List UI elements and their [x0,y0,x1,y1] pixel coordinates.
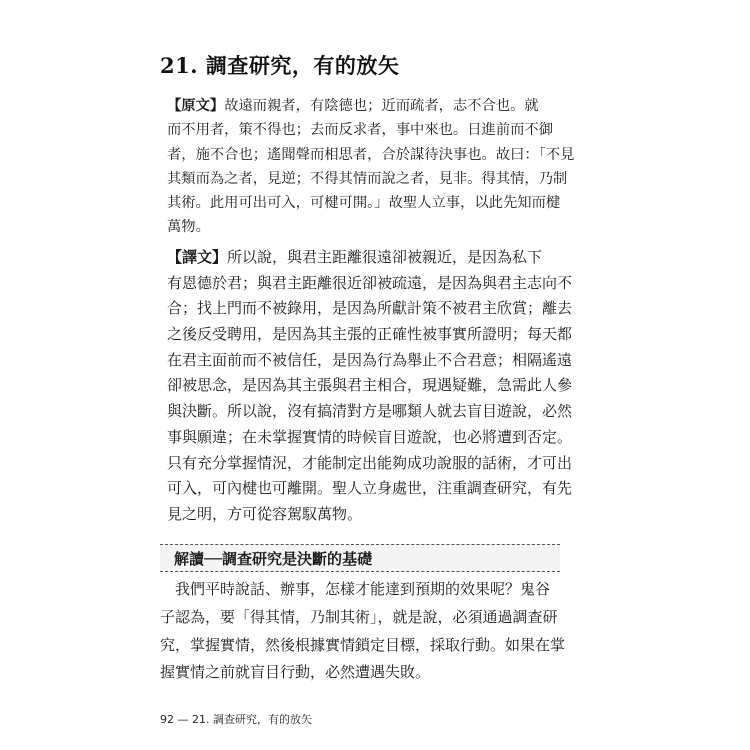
translation-tag: 【譯文】 [167,248,228,266]
interpretation-header-label: 解讀──調查研究是決斷的基礎 [174,550,373,568]
translation-line: 與決斷。所以說，沒有搞清對方是哪類人就去盲目遊說，必然 [167,402,573,421]
translation-line: 只有充分掌握情況，才能制定出能夠成功說服的話術，才可出 [167,453,573,472]
translation-section [167,245,573,528]
original-tag: 【原文】 [167,98,225,114]
original-line: 而不用者，策不得也；去而反求者，事中來也。日進前而不御 [167,122,554,139]
translation-line: 可入，可內楗也可離開。聖人立身處世，注重調查研究，有先 [167,479,573,498]
interpretation-header [160,544,560,572]
translation-line: 之後反受聘用，是因為其主張的正確性被事實所證明；每天都 [167,325,573,344]
interpretation-line: 握實情之前就盲目行動，必然遭遇失敗。 [160,663,431,682]
interpretation-body [160,576,570,687]
interpretation-line: 究，掌握實情，然後根據實情鎖定目標，採取行動。如果在掌 [160,635,566,654]
translation-line: 卻被思念，是因為其主張與君主相合，現遇疑難，急需此人參 [167,376,573,395]
interpretation-line: 我們平時說話、辦事，怎樣才能達到預期的效果呢？鬼谷 [160,580,551,598]
translation-line: 在君主面前而不被信任，是因為行為舉止不合君意；相隔遙遠 [167,350,573,369]
translation-line: 事與願違；在未掌握實情的時候盲目遊說，也必將遭到否定。 [167,427,573,446]
chapter-title: 21. 調查研究，有的放矢 [160,53,400,78]
original-line: 其術。此用可出可入，可楗可開。」故聖人立事，以此先知而楗 [167,195,561,212]
translation-line-text: 所以說，與君主距離很遠卻被親近，是因為私下 [227,248,543,266]
translation-line: 合；找上門而不被錄用，是因為所獻計策不被君主欣賞；離去 [167,299,573,318]
original-line: 者，施不合也；遙聞聲而相思者，合於謀待決事也。故曰：「不見 [167,146,575,163]
page-footer: 92 — 21. 調查研究，有的放矢 [160,713,312,726]
translation-line [167,245,567,271]
interpretation-line: 子認為，要「得其情，乃制其術」，就是說，必須通過調查研 [160,607,558,626]
original-line [167,94,567,118]
translation-line: 有恩德於君；與君主距離很近卻被疏遠，是因為與君主志向不 [167,273,573,292]
original-text-section [167,94,575,240]
original-line-text: 故遠而親者，有陰德也；近而疏者，志不合也。就 [224,98,539,114]
original-line: 萬物。 [167,219,210,236]
translation-line: 見之明，方可從容駕馭萬物。 [167,504,363,523]
original-line: 其類而為之者，見逆；不得其情而說之者，見非。得其情，乃制 [167,170,568,187]
